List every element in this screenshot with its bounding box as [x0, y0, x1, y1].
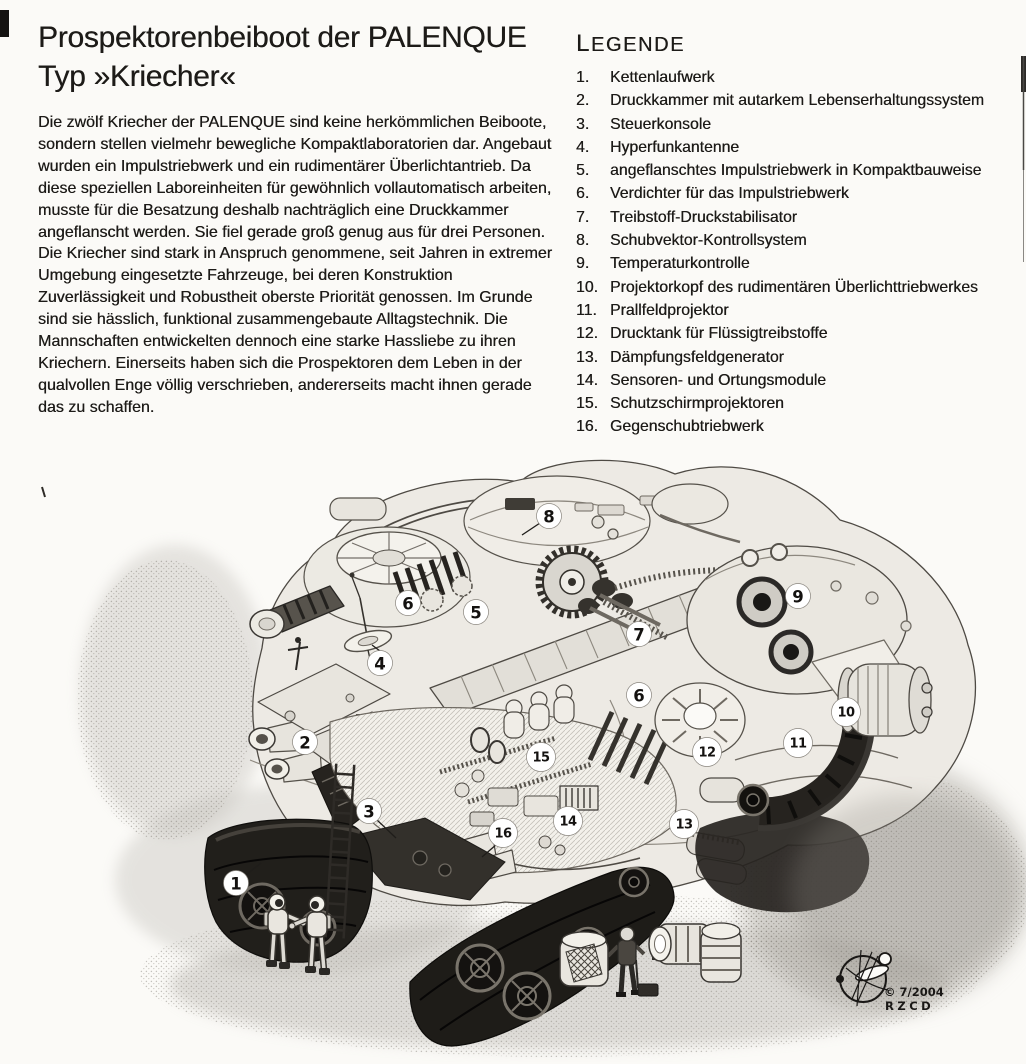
- hull-greeble-tank: [330, 498, 386, 520]
- legend-item-number: 7.: [576, 208, 590, 226]
- callout-2: [293, 730, 318, 755]
- svg-text:9: 9: [792, 587, 804, 607]
- legend-item: [576, 372, 984, 395]
- callout-8: [537, 504, 562, 529]
- legend-item-label: Verdichter für das Impulstriebwerk: [610, 185, 849, 203]
- legend-item-label: Steuerkonsole: [610, 115, 711, 133]
- svg-text:10: 10: [837, 705, 855, 721]
- svg-text:4: 4: [374, 654, 386, 674]
- svg-text:11: 11: [789, 736, 807, 752]
- svg-text:13: 13: [675, 817, 693, 833]
- legend-item: [576, 418, 984, 441]
- legend-item-number: 8.: [576, 232, 590, 250]
- legend-item: [576, 325, 984, 348]
- svg-text:1: 1: [230, 874, 242, 894]
- legend-item-number: 15.: [576, 395, 598, 413]
- legend-item-label: Treibstoff-Druckstabilisator: [610, 208, 797, 226]
- legend-item-number: 10.: [576, 278, 598, 296]
- callout-16: [489, 819, 518, 848]
- callout-14: [554, 807, 583, 836]
- legend-item-label: Dämpfungsfeldgenerator: [610, 348, 784, 366]
- legend-item: [576, 162, 984, 185]
- legend-item: [576, 116, 984, 139]
- svg-text:16: 16: [494, 826, 512, 842]
- svg-text:15: 15: [532, 750, 550, 766]
- legend-item-number: 16.: [576, 418, 598, 436]
- legend-item-number: 1.: [576, 69, 590, 86]
- callout-11: [784, 729, 813, 758]
- legend-item: [576, 185, 984, 208]
- svg-text:7: 7: [633, 625, 645, 645]
- legend-item-label: Sensoren- und Ortungsmodule: [610, 371, 827, 389]
- legend-item-label: angeflanschtes Impulstriebwerk in Kompaktbauweise: [610, 162, 982, 180]
- callout-4: [368, 651, 393, 676]
- scan-speck: [42, 487, 45, 497]
- legend-item: [576, 92, 984, 115]
- callout-6: [627, 683, 652, 708]
- studio-initials: RZCD: [885, 999, 935, 1013]
- shadow-overlay: [790, 795, 1020, 985]
- legend: [576, 30, 984, 442]
- legend-item: [576, 209, 984, 232]
- legend-item: [576, 349, 984, 372]
- legend-item-number: 4.: [576, 138, 590, 156]
- callout-1: [224, 871, 249, 896]
- legend-item-number: 3.: [576, 115, 590, 133]
- legend-item-number: 12.: [576, 325, 598, 343]
- legend-item-label: Gegenschubtriebwerk: [610, 418, 764, 436]
- svg-text:14: 14: [559, 814, 577, 830]
- legend-item: [576, 279, 984, 302]
- callout-13: [670, 810, 699, 839]
- legend-item: [576, 255, 984, 278]
- legend-item-label: Druckkammer mit autarkem Lebenserhaltungssystem: [610, 92, 984, 110]
- intro-text: [38, 112, 560, 419]
- callout-15: [527, 743, 556, 772]
- svg-text:6: 6: [633, 686, 645, 706]
- legend-item-number: 14.: [576, 371, 598, 389]
- page-title-line1: Prospektorenbeiboot der PALENQUE: [38, 21, 527, 54]
- legend-item-label: Temperaturkontrolle: [610, 255, 750, 273]
- page-title-line2: Typ »Kriecher«: [38, 60, 236, 93]
- legend-item-label: Hyperfunkantenne: [610, 138, 740, 156]
- intro-paragraph-2: Die Kriecher sind stark in Anspruch genommene, seit Jahren in extremer Umgebung eingesetzte Fahrzeuge, bei deren Konstruktion Zuverlässigkeit und Robustheit oberste Priorität genossen. Im Grunde sind sie hässlich, funktional zusammengebaute Alltagstechnik. Die Mannschaften entwickelten dennoch eine starke Hassliebe zu ihren Kriechern. Einerseits haben sich die Prospektoren dem Leben in der qualvollen Enge völlig verschrieben, andererseits macht ihnen gerade das zu schaffen.: [38, 245, 553, 416]
- svg-text:8: 8: [543, 507, 555, 527]
- legend-item: [576, 395, 984, 418]
- callout-12: [693, 738, 722, 767]
- copyright-text: © 7/2004: [884, 985, 944, 999]
- svg-text:5: 5: [470, 603, 482, 623]
- legend-item: [576, 139, 984, 162]
- legend-item-number: 13.: [576, 348, 598, 366]
- legend-list: [576, 69, 984, 442]
- callout-10: [832, 698, 861, 727]
- legend-item-number: 11.: [576, 301, 597, 319]
- legend-item-number: 9.: [576, 255, 590, 273]
- callout-9: [786, 584, 811, 609]
- legend-item-label: Drucktank für Flüssigtreibstoffe: [610, 325, 828, 343]
- legend-item: [576, 69, 984, 92]
- callout-7: [627, 622, 652, 647]
- svg-text:12: 12: [698, 745, 716, 761]
- svg-text:2: 2: [299, 733, 311, 753]
- top-center-dome: [652, 484, 728, 524]
- legend-item: [576, 232, 984, 255]
- svg-text:3: 3: [363, 802, 375, 822]
- legend-item-number: 6.: [576, 185, 590, 203]
- callout-6: [396, 591, 421, 616]
- supply-container-grid: [560, 932, 608, 986]
- legend-item-label: Schubvektor-Kontrollsystem: [610, 232, 807, 250]
- legend-title: LEGENDE: [576, 30, 686, 57]
- intro-paragraph-1: Die zwölf Kriecher der PALENQUE sind keine herkömmlichen Beiboote, sondern stellen vielmehr bewegliche Kompaktlaboratorien dar. Angebaut wurden ein Impulstriebwerk und ein rudimentärer Überlichtantrieb. Da diese speziellen Laboreinheiten für gewöhnlich vollautomatisch arbeiten, musste für die Besatzung deshalb nachträglich eine Druckkammer angeflanscht werden. Sie fiel gerade groß genug aus für drei Personen.: [38, 114, 552, 241]
- scan-mark-top-left: [0, 10, 9, 37]
- legend-item: [576, 302, 984, 325]
- legend-item-number: 5.: [576, 162, 590, 180]
- legend-item-label: Schutzschirmprojektoren: [610, 395, 784, 413]
- supply-barrel-vertical: [701, 923, 741, 982]
- callout-3: [357, 799, 382, 824]
- legend-item-label: Projektorkopf des rudimentären Überlichttriebwerkes: [610, 278, 978, 296]
- svg-text:6: 6: [402, 594, 414, 614]
- page-title: [38, 18, 526, 96]
- legend-item-number: 2.: [576, 92, 590, 110]
- legend-item-label: Prallfeldprojektor: [610, 301, 729, 319]
- callout-5: [464, 600, 489, 625]
- legend-item-label: Kettenlaufwerk: [610, 69, 715, 86]
